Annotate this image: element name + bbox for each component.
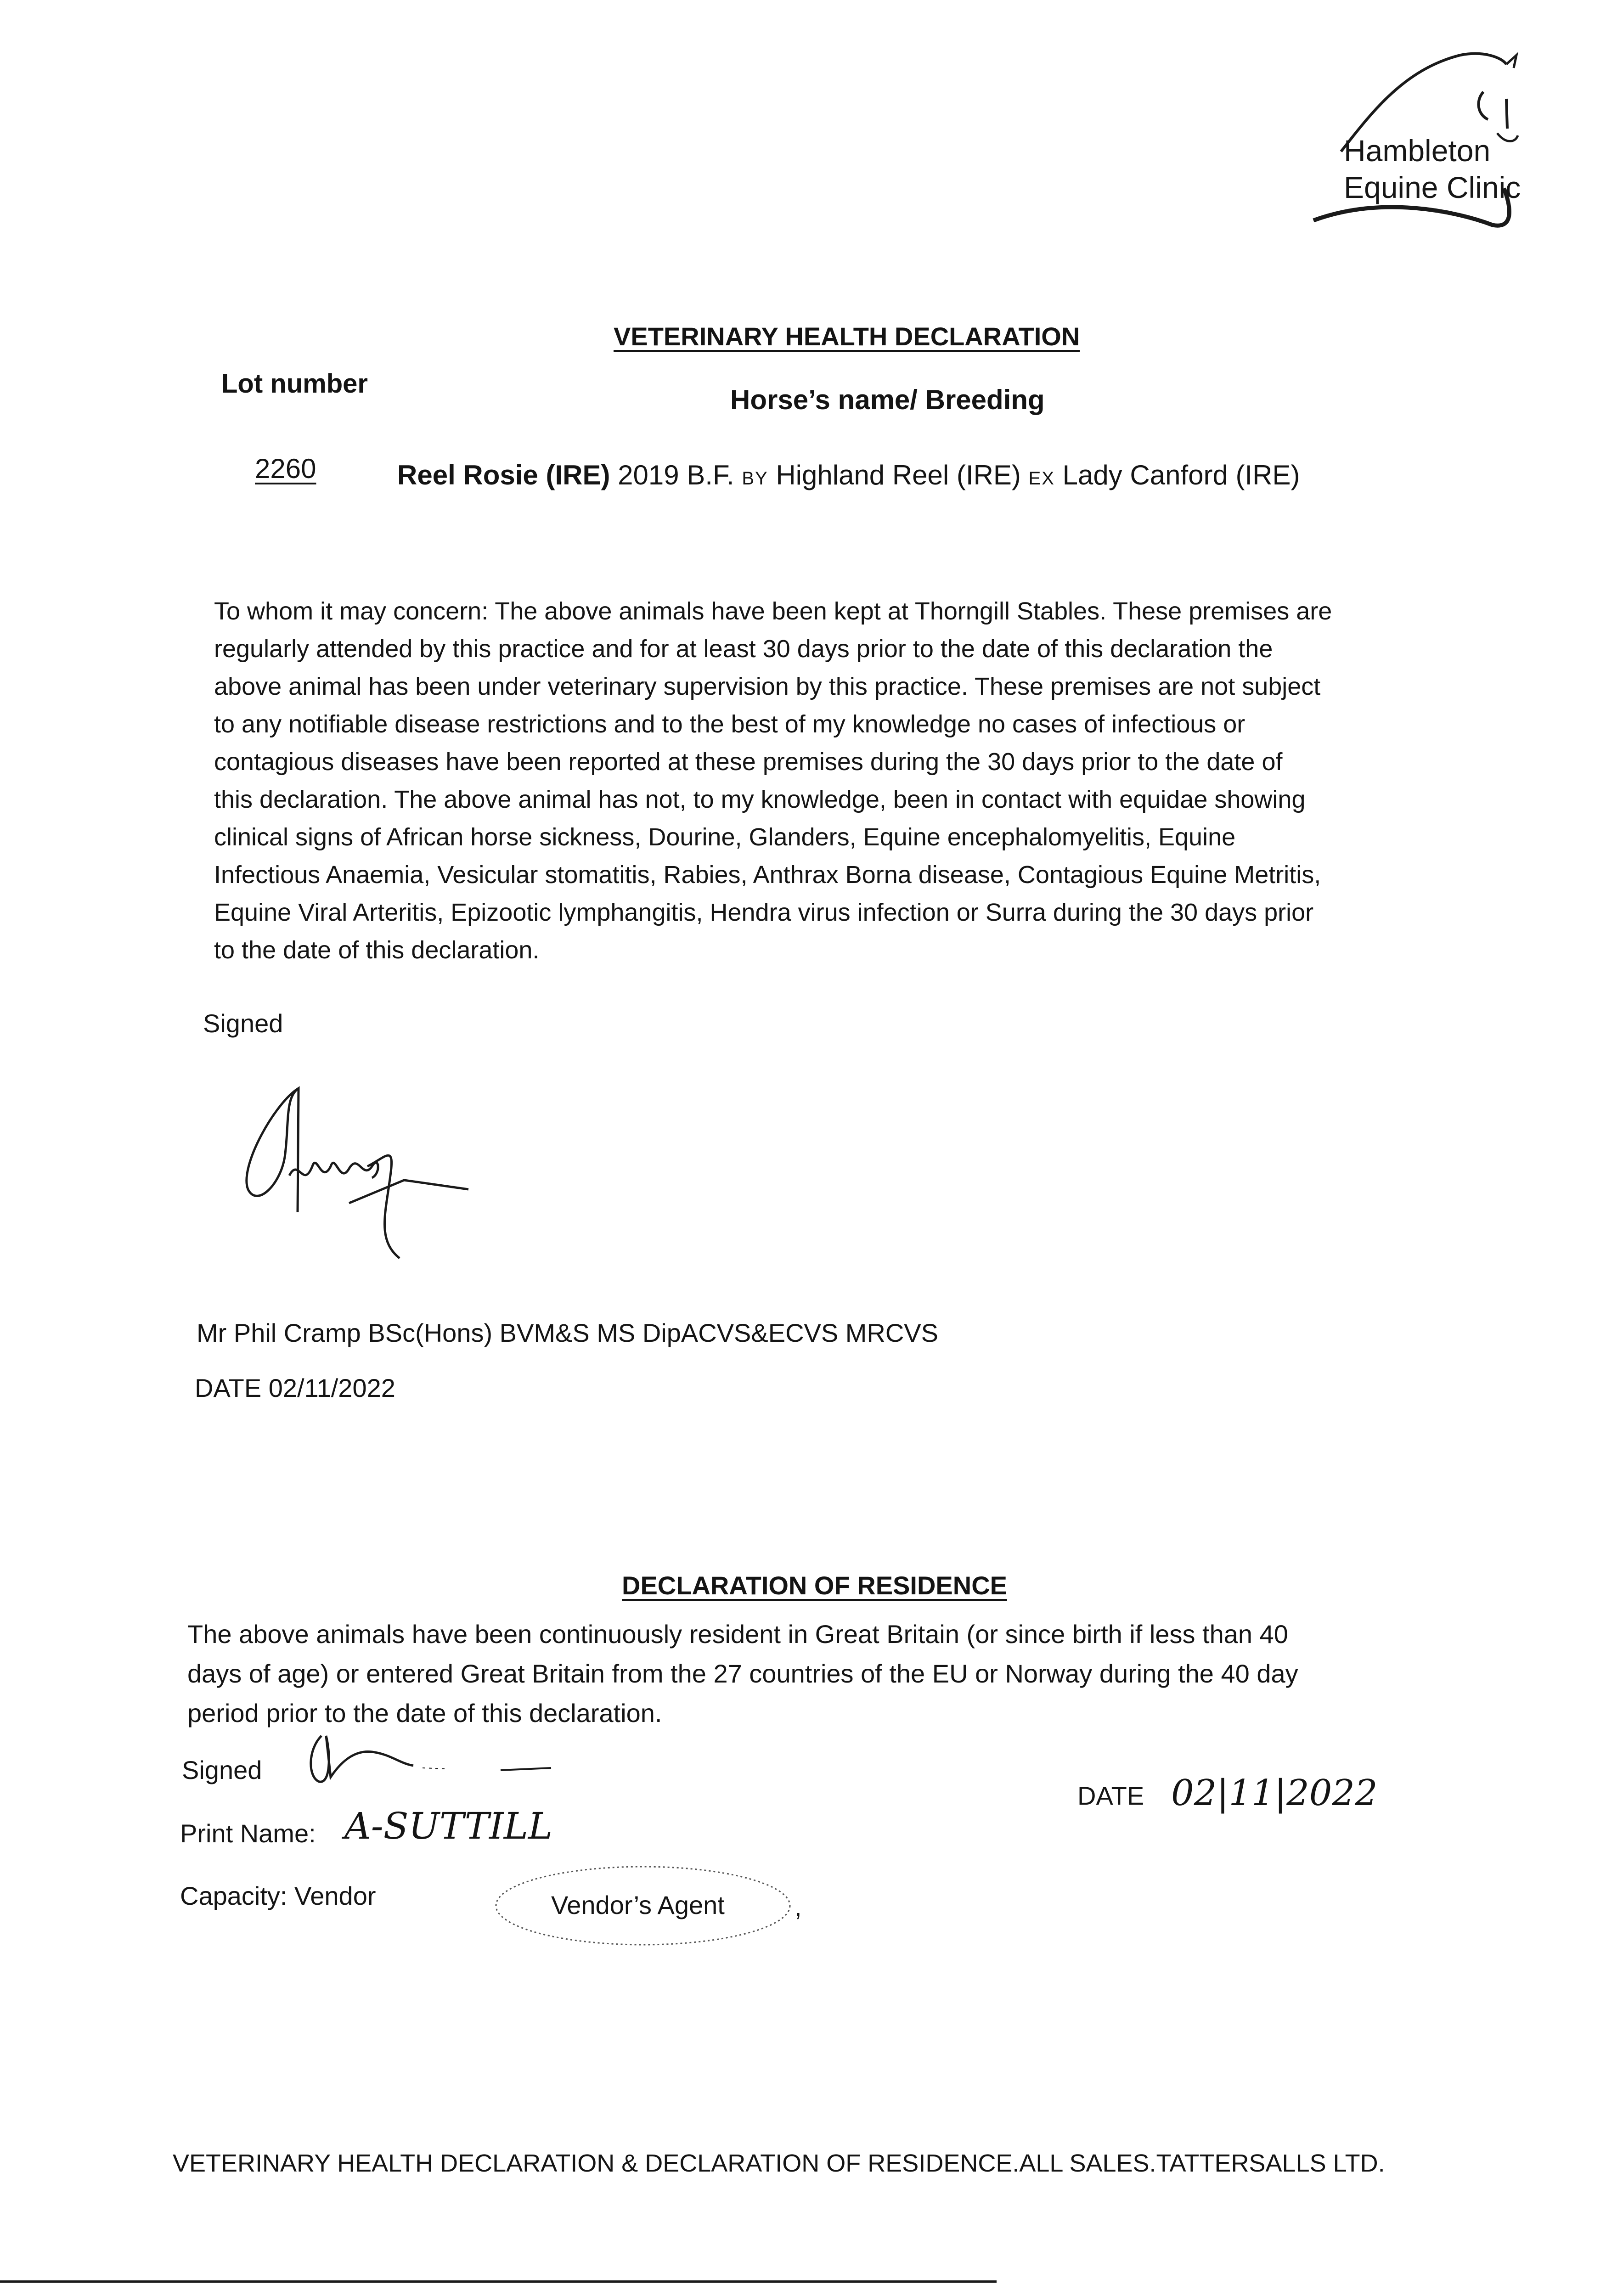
residence-signed-label: Signed bbox=[182, 1756, 262, 1784]
residence-paragraph bbox=[187, 1615, 1298, 1733]
footer-text: VETERINARY HEALTH DECLARATION & DECLARATION OF RESIDENCE.ALL SALES.TATTERSALLS LTD. bbox=[173, 2150, 1385, 2177]
residence-declaration-title: DECLARATION OF RESIDENCE bbox=[622, 1571, 1007, 1600]
horse-name-label: Horse’s name/ Breeding bbox=[730, 384, 1045, 415]
horse-name: Reel Rosie (IRE) bbox=[397, 460, 610, 490]
paragraph-line: To whom it may concern: The above animals have been kept at Thorngill Stables. These premises are bbox=[214, 597, 1332, 625]
vet-declaration-date: DATE 02/11/2022 bbox=[195, 1373, 395, 1402]
paragraph-line: contagious diseases have been reported at these premises during the 30 days prior to the date of bbox=[214, 748, 1283, 776]
lot-number-value: 2260 bbox=[255, 453, 316, 484]
paragraph-line: regularly attended by this practice and for at least 30 days prior to the date of this declaration the bbox=[214, 635, 1273, 663]
residence-date-label: DATE bbox=[1077, 1781, 1144, 1810]
paragraph-line: period prior to the date of this declaration. bbox=[187, 1699, 662, 1728]
residence-date-value: 02|11|2022 bbox=[1171, 1773, 1378, 1814]
paragraph-line: above animal has been under veterinary supervision by this practice. These premises are not subject bbox=[214, 673, 1321, 700]
capacity-vendors-agent: Vendor’s Agent bbox=[551, 1891, 725, 1919]
footer-rule bbox=[0, 2280, 997, 2283]
sire-name: Highland Reel (IRE) bbox=[776, 460, 1021, 490]
print-name-label: Print Name: bbox=[180, 1819, 316, 1848]
dam-name: Lady Canford (IRE) bbox=[1062, 460, 1300, 490]
paragraph-line: The above animals have been continuously resident in Great Britain (or since birth if less than 40 bbox=[187, 1620, 1288, 1649]
paragraph-line: Infectious Anaemia, Vesicular stomatitis, Rabies, Anthrax Borna disease, Contagious Equine Metritis, bbox=[214, 861, 1321, 889]
capacity-mark: , bbox=[795, 1892, 802, 1921]
ex-label: EX bbox=[1028, 468, 1055, 489]
horse-breeding-line bbox=[397, 459, 1300, 491]
vet-signed-label: Signed bbox=[203, 1009, 283, 1038]
vet-name: Mr Phil Cramp BSc(Hons) BVM&S MS DipACVS&ECVS MRCVS bbox=[197, 1318, 939, 1347]
paragraph-line: days of age) or entered Great Britain from the 27 countries of the EU or Norway during the 40 day bbox=[187, 1659, 1298, 1688]
agent-signature-image bbox=[299, 1727, 556, 1791]
paragraph-line: to any notifiable disease restrictions and to the best of my knowledge no cases of infectious or bbox=[214, 710, 1245, 738]
vet-signature-image bbox=[220, 1075, 478, 1267]
capacity-label: Capacity: Vendor bbox=[180, 1881, 376, 1910]
print-name-value: A-SUTTILL bbox=[344, 1805, 553, 1847]
veterinary-declaration-title: VETERINARY HEALTH DECLARATION bbox=[614, 322, 1080, 351]
lot-number-label: Lot number bbox=[221, 369, 368, 399]
logo-line-1: Hambleton bbox=[1344, 134, 1491, 168]
paragraph-line: clinical signs of African horse sickness, Dourine, Glanders, Equine encephalomyelitis, Equine bbox=[214, 823, 1236, 851]
horse-details: 2019 B.F. bbox=[618, 460, 734, 490]
paragraph-line: to the date of this declaration. bbox=[214, 936, 540, 964]
veterinary-declaration-paragraph bbox=[214, 592, 1332, 969]
logo-line-2: Equine Clinic bbox=[1344, 170, 1521, 204]
clinic-logo bbox=[1309, 37, 1603, 248]
by-label: BY bbox=[742, 468, 768, 489]
paragraph-line: this declaration. The above animal has not, to my knowledge, been in contact with equidae showing bbox=[214, 786, 1306, 813]
paragraph-line: Equine Viral Arteritis, Epizootic lymphangitis, Hendra virus infection or Surra during the 30 days prior bbox=[214, 899, 1314, 926]
